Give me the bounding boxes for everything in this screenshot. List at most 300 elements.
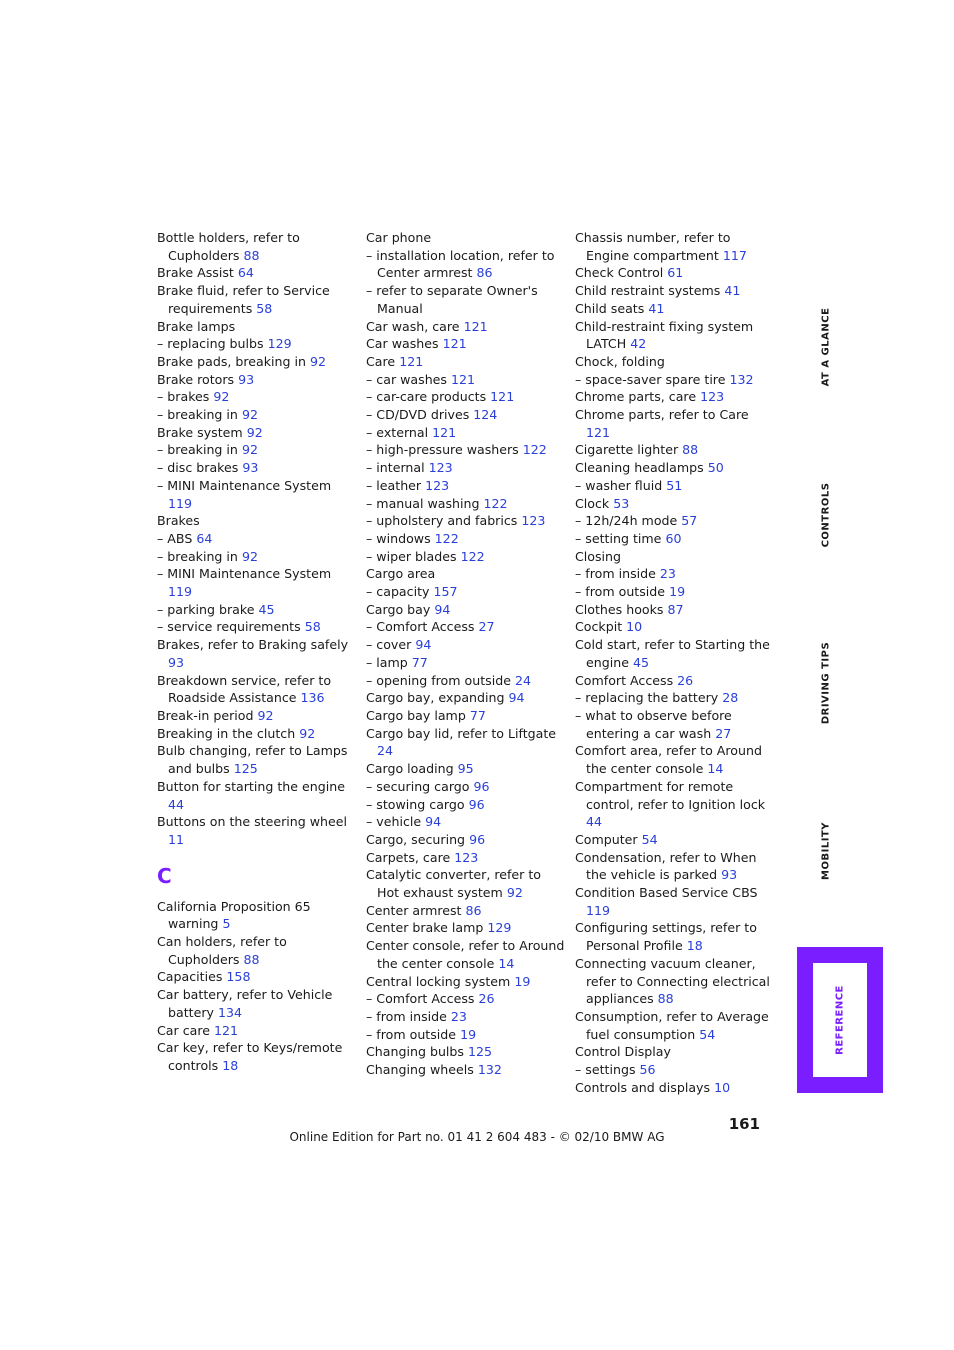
- page-link[interactable]: 132: [477, 1062, 502, 1078]
- side-tab-mobility[interactable]: MOBILITY: [820, 822, 832, 880]
- index-entry: [157, 406, 357, 424]
- index-entry-text: Cargo area: [366, 566, 436, 582]
- page-link[interactable]: 26: [677, 672, 694, 688]
- index-entry-text: – settings: [575, 1062, 636, 1078]
- index-entry-text: Car battery, refer to Vehicle battery: [157, 987, 333, 1020]
- index-entry-text: Brake lamps: [157, 318, 236, 334]
- index-entry: [575, 778, 775, 831]
- index-entry: [157, 986, 357, 1021]
- page-link[interactable]: 122: [434, 530, 459, 546]
- index-entry-text: – disc brakes: [157, 460, 239, 476]
- index-entry-text: Child restraint systems: [575, 283, 721, 299]
- index-entry-text: – lamp: [366, 654, 408, 670]
- index-entry-text: – vehicle: [366, 814, 422, 830]
- page-link[interactable]: 23: [659, 566, 676, 582]
- page-link[interactable]: 121: [214, 1022, 239, 1038]
- page-link[interactable]: 92: [246, 424, 263, 440]
- index-entry-text: – replacing the battery: [575, 690, 719, 706]
- index-entry-text: – Comfort Access: [366, 991, 475, 1007]
- index-entry: [366, 495, 566, 513]
- index-entry-text: Compartment for remote control, refer to Ignition lock: [575, 778, 766, 812]
- index-entry-text: Central locking system: [366, 973, 511, 989]
- page-link[interactable]: 94: [508, 690, 525, 706]
- index-entry: [366, 530, 566, 548]
- page-link[interactable]: 94: [434, 601, 451, 617]
- index-entry-text: – upholstery and fabrics: [366, 513, 518, 529]
- index-entry-text: Can holders, refer to Cupholders: [157, 934, 287, 967]
- page-link[interactable]: 88: [243, 951, 260, 967]
- page-link[interactable]: 51: [666, 477, 683, 493]
- page-link[interactable]: 87: [667, 601, 684, 617]
- index-entry: [157, 353, 357, 371]
- page-link[interactable]: 27: [478, 619, 495, 635]
- index-entry: [575, 477, 775, 495]
- index-entry-text: – manual washing: [366, 495, 480, 511]
- index-entry: [157, 565, 357, 600]
- index-entry: [575, 884, 775, 919]
- index-entry: [157, 441, 357, 459]
- index-entry-text: Comfort Access: [575, 672, 674, 688]
- page-link[interactable]: 92: [241, 548, 258, 564]
- index-entry-text: – breaking in: [157, 442, 238, 458]
- page-link[interactable]: 122: [522, 442, 547, 458]
- page-link[interactable]: 18: [222, 1057, 239, 1073]
- index-entry-text: – leather: [366, 477, 422, 493]
- index-entry: [366, 512, 566, 530]
- page-link[interactable]: 123: [700, 389, 725, 405]
- page-link[interactable]: 92: [213, 389, 230, 405]
- index-entry-text: Car key, refer to Keys/remote controls: [157, 1040, 343, 1073]
- page-link[interactable]: 121: [451, 371, 476, 387]
- index-entry: [575, 371, 775, 389]
- index-entry-text: Consumption, refer to Average fuel consumption: [575, 1008, 769, 1042]
- page-link[interactable]: 77: [469, 707, 486, 723]
- page-link[interactable]: 64: [196, 530, 213, 546]
- index-entry-text: – from outside: [366, 1026, 457, 1042]
- index-entry-text: California Proposition 65 warning: [157, 898, 311, 932]
- page-link[interactable]: 94: [425, 814, 442, 830]
- index-entry-text: – space-saver spare tire: [575, 371, 726, 387]
- index-entry: [366, 866, 566, 901]
- index-entry: [366, 796, 566, 814]
- index-entry-text: Brakes, refer to Braking safely: [157, 637, 349, 653]
- index-entry: [157, 282, 357, 317]
- index-entry: [157, 672, 357, 707]
- index-entry-text: Brake fluid, refer to Service requirements: [157, 283, 330, 316]
- index-entry: [575, 565, 775, 583]
- page-link[interactable]: 23: [450, 1008, 467, 1024]
- index-entry: [366, 548, 566, 566]
- page-link[interactable]: 86: [465, 902, 482, 918]
- index-entry: [575, 1008, 775, 1043]
- page-link[interactable]: 129: [487, 920, 512, 936]
- index-entry-text: Cargo bay lamp: [366, 707, 466, 723]
- page-link[interactable]: 53: [613, 495, 630, 511]
- index-entry: [575, 459, 775, 477]
- page-link[interactable]: 88: [657, 991, 674, 1007]
- index-entry-text: – setting time: [575, 530, 662, 546]
- page-link[interactable]: 121: [399, 353, 424, 369]
- index-entry-text: Capacities: [157, 969, 223, 985]
- page-link[interactable]: 42: [630, 336, 647, 352]
- section-letter: C: [157, 863, 172, 888]
- index-entry-text: Breaking in the clutch: [157, 725, 296, 741]
- page-link[interactable]: 54: [699, 1026, 716, 1042]
- index-entry-text: Breakdown service, refer to Roadside Assistance: [157, 672, 332, 706]
- index-entry-text: – ABS: [157, 530, 193, 546]
- page-link[interactable]: 93: [168, 654, 185, 670]
- index-entry: [157, 601, 357, 619]
- index-entry-text: – stowing cargo: [366, 796, 465, 812]
- page-link[interactable]: 10: [626, 619, 643, 635]
- page-link[interactable]: 96: [468, 796, 485, 812]
- index-entry: [366, 601, 566, 619]
- index-entry-text: – windows: [366, 530, 431, 546]
- index-entry: [366, 831, 566, 849]
- index-entry-text: Chock, folding: [575, 353, 665, 369]
- side-tab-reference-active[interactable]: [797, 947, 883, 1093]
- index-entry: [366, 229, 566, 247]
- index-entry: [575, 318, 775, 353]
- side-tab-at-a-glance[interactable]: AT A GLANCE: [820, 307, 832, 387]
- page-link[interactable]: 19: [669, 584, 686, 600]
- page-link[interactable]: 92: [257, 707, 274, 723]
- page-link[interactable]: 93: [242, 460, 259, 476]
- page-link[interactable]: 26: [478, 991, 495, 1007]
- page-link[interactable]: 56: [639, 1062, 656, 1078]
- index-entry: [157, 898, 357, 933]
- index-entry-text: Chrome parts, care: [575, 389, 697, 405]
- page-link[interactable]: 57: [681, 513, 698, 529]
- page-link[interactable]: 96: [473, 778, 490, 794]
- index-entry-text: – 12h/24h mode: [575, 513, 678, 529]
- index-entry-text: Child seats: [575, 300, 645, 316]
- page-link[interactable]: 88: [682, 442, 699, 458]
- index-entry-text: Care: [366, 353, 396, 369]
- index-entry-text: – securing cargo: [366, 778, 470, 794]
- index-entry-text: – MINI Maintenance System: [157, 477, 332, 493]
- index-entry-text: Button for starting the engine: [157, 778, 345, 794]
- index-entry-text: Brake Assist: [157, 265, 234, 281]
- index-entry-text: Cigarette lighter: [575, 442, 679, 458]
- page-link[interactable]: 122: [460, 548, 485, 564]
- index-entry-text: Car care: [157, 1022, 210, 1038]
- index-entry-text: Car washes: [366, 336, 439, 352]
- index-entry: [157, 707, 357, 725]
- index-entry: [366, 441, 566, 459]
- page-link[interactable]: 24: [377, 743, 394, 759]
- page-link[interactable]: 95: [457, 761, 474, 777]
- index-entry-text: Condensation, refer to When the vehicle is parked: [575, 849, 757, 883]
- index-entry-text: – wiper blades: [366, 548, 457, 564]
- index-entry: [366, 813, 566, 831]
- index-column-3: [575, 229, 775, 1096]
- page-link[interactable]: 60: [665, 530, 682, 546]
- index-entry: [366, 282, 566, 317]
- index-entry-text: Cargo bay lid, refer to Liftgate: [366, 725, 557, 741]
- index-entry-text: Computer: [575, 831, 638, 847]
- index-entry: [575, 530, 775, 548]
- index-entry-text: – installation location, refer to Center armrest: [366, 247, 555, 281]
- index-entry: [157, 968, 357, 986]
- index-entry-text: – cover: [366, 637, 412, 653]
- page-link[interactable]: 93: [238, 371, 255, 387]
- index-entry-text: Brake pads, breaking in: [157, 353, 307, 369]
- side-tab-controls[interactable]: CONTROLS: [820, 482, 832, 548]
- index-entry: [366, 1043, 566, 1061]
- index-entry-text: Center armrest: [366, 902, 462, 918]
- page-link[interactable]: 125: [233, 761, 258, 777]
- index-entry: [366, 459, 566, 477]
- page-link[interactable]: 19: [514, 973, 531, 989]
- page-link[interactable]: 11: [168, 831, 185, 847]
- index-entry: [575, 1079, 775, 1097]
- index-entry-text: – breaking in: [157, 407, 238, 423]
- index-entry-text: Car phone: [366, 230, 432, 245]
- index-entry-text: Clock: [575, 495, 610, 511]
- index-entry: [366, 990, 566, 1008]
- index-entry: [366, 760, 566, 778]
- index-entry: [366, 406, 566, 424]
- index-entry: [575, 672, 775, 690]
- page-link[interactable]: 158: [226, 969, 251, 985]
- index-entry-text: Cargo bay, expanding: [366, 690, 505, 706]
- index-entry: [366, 247, 566, 282]
- index-entry: [366, 335, 566, 353]
- page-link[interactable]: 119: [168, 495, 193, 511]
- page-link[interactable]: 14: [498, 955, 515, 971]
- index-entry: [157, 1039, 357, 1074]
- index-entry-text: Catalytic converter, refer to Hot exhaust system: [366, 867, 541, 901]
- page-link[interactable]: 132: [729, 371, 754, 387]
- index-entry-text: Cleaning headlamps: [575, 460, 704, 476]
- page-link[interactable]: 96: [469, 831, 486, 847]
- index-entry-text: – parking brake: [157, 601, 255, 617]
- page-link[interactable]: 10: [714, 1079, 731, 1095]
- index-entry: [366, 618, 566, 636]
- page-link[interactable]: 28: [722, 690, 739, 706]
- index-entry-text: – washer fluid: [575, 477, 663, 493]
- index-entry-text: – brakes: [157, 389, 210, 405]
- index-entry-text: Center brake lamp: [366, 920, 484, 936]
- page-link[interactable]: 125: [468, 1044, 493, 1060]
- index-entry-text: Connecting vacuum cleaner, refer to Connecting electrical appliances: [575, 955, 770, 1007]
- index-entry-text: Condition Based Service CBS: [575, 885, 758, 901]
- page-link[interactable]: 5: [222, 916, 231, 932]
- index-entry-text: Cargo bay: [366, 601, 431, 617]
- page-link[interactable]: 121: [463, 318, 488, 334]
- index-entry-text: Brake system: [157, 424, 243, 440]
- index-entry-text: Brake rotors: [157, 371, 235, 387]
- page-link[interactable]: 54: [641, 831, 658, 847]
- index-entry: [157, 477, 357, 512]
- index-entry: [575, 353, 775, 371]
- page-link[interactable]: 134: [217, 1004, 243, 1020]
- page-link[interactable]: 94: [415, 637, 432, 653]
- index-entry: [366, 973, 566, 991]
- index-entry-text: – capacity: [366, 584, 430, 600]
- page-link[interactable]: 18: [686, 938, 703, 954]
- index-entry: [575, 264, 775, 282]
- index-entry-text: – Comfort Access: [366, 619, 475, 635]
- index-entry: [366, 1008, 566, 1026]
- page-link[interactable]: 157: [433, 584, 458, 600]
- page-link[interactable]: 44: [586, 814, 603, 830]
- page-link[interactable]: 92: [506, 885, 523, 901]
- reference-tab-inner: [813, 963, 867, 1077]
- index-entry: [366, 583, 566, 601]
- page-link[interactable]: 41: [648, 300, 665, 316]
- page-link[interactable]: 88: [243, 247, 260, 263]
- index-entry-text: Cargo, securing: [366, 831, 466, 847]
- page-link[interactable]: 124: [473, 407, 498, 423]
- index-entry-text: – car-care products: [366, 389, 487, 405]
- index-entry: [157, 778, 357, 813]
- index-entry-text: Controls and displays: [575, 1079, 711, 1095]
- index-entry: [575, 636, 775, 671]
- index-entry: [157, 618, 357, 636]
- page-link[interactable]: 14: [707, 761, 724, 777]
- page-link[interactable]: 119: [168, 584, 193, 600]
- page-link[interactable]: 117: [722, 247, 747, 263]
- index-entry-text: – opening from outside: [366, 672, 511, 688]
- index-entry: [366, 318, 566, 336]
- index-entry-text: Center console, refer to Around the center console: [366, 938, 565, 971]
- index-entry-text: – CD/DVD drives: [366, 407, 470, 423]
- page-link[interactable]: 129: [267, 336, 292, 352]
- index-entry: [157, 548, 357, 566]
- page-link[interactable]: 121: [586, 424, 611, 440]
- index-entry-text: – refer to separate Owner's Manual: [366, 283, 538, 316]
- index-entry-text: Buttons on the steering wheel: [157, 814, 348, 830]
- index-entry: [366, 353, 566, 371]
- page-link[interactable]: 58: [256, 300, 273, 316]
- index-entry: [157, 318, 357, 336]
- page-link[interactable]: 123: [425, 477, 450, 493]
- index-entry: [366, 778, 566, 796]
- page-link[interactable]: 123: [454, 849, 479, 865]
- index-entry: [575, 300, 775, 318]
- index-entry-text: Changing wheels: [366, 1062, 474, 1078]
- page-link[interactable]: 92: [299, 725, 316, 741]
- index-entry: [366, 1061, 566, 1079]
- side-tab-driving-tips[interactable]: DRIVING TIPS: [820, 641, 832, 725]
- index-entry-text: Check Control: [575, 265, 664, 281]
- page-link[interactable]: 27: [715, 725, 732, 741]
- page-link[interactable]: 61: [667, 265, 684, 281]
- page-link[interactable]: 64: [237, 265, 254, 281]
- index-entry: [157, 636, 357, 671]
- page-link[interactable]: 50: [707, 460, 724, 476]
- index-entry: [366, 371, 566, 389]
- index-entry-text: Clothes hooks: [575, 601, 664, 617]
- index-entry-text: Break-in period: [157, 707, 254, 723]
- index-entry-text: Cockpit: [575, 619, 623, 635]
- footer-edition-note: Online Edition for Part no. 01 41 2 604 483 - © 02/10 BMW AG: [289, 1130, 665, 1144]
- index-entry: [366, 654, 566, 672]
- page-link[interactable]: 122: [483, 495, 508, 511]
- index-entry-text: – external: [366, 424, 429, 440]
- index-entry: [575, 1043, 775, 1061]
- index-entry: [575, 1061, 775, 1079]
- page-link[interactable]: 123: [521, 513, 546, 529]
- side-tab-reference-label: REFERENCE: [834, 985, 846, 1055]
- index-entry-text: – MINI Maintenance System: [157, 566, 332, 582]
- index-entry: [157, 459, 357, 477]
- page-link[interactable]: 45: [632, 654, 649, 670]
- index-entry: [575, 707, 775, 742]
- page-link[interactable]: 24: [514, 672, 531, 688]
- page-link[interactable]: 136: [300, 690, 325, 706]
- index-entry-text: Control Display: [575, 1044, 671, 1060]
- page-link[interactable]: 45: [258, 601, 275, 617]
- index-entry-text: – replacing bulbs: [157, 336, 264, 352]
- page-link[interactable]: 119: [586, 902, 611, 918]
- index-entry-text: Closing: [575, 548, 622, 564]
- index-entry: [575, 689, 775, 707]
- page-link[interactable]: 77: [411, 654, 428, 670]
- index-entry-text: Comfort area, refer to Around the center console: [575, 743, 762, 777]
- page-link[interactable]: 44: [168, 796, 185, 812]
- page-link[interactable]: 121: [432, 424, 457, 440]
- page-link[interactable]: 41: [724, 283, 741, 299]
- page-link[interactable]: 121: [442, 336, 467, 352]
- index-entry: [366, 636, 566, 654]
- page-link[interactable]: 121: [490, 389, 515, 405]
- index-entry-text: – from inside: [366, 1008, 447, 1024]
- index-entry: [575, 618, 775, 636]
- index-entry: [575, 282, 775, 300]
- index-entry: [575, 742, 775, 777]
- index-entry: [575, 583, 775, 601]
- index-entry-text: Chrome parts, refer to Care: [575, 407, 749, 423]
- page-link[interactable]: 19: [460, 1026, 477, 1042]
- index-entry: [157, 725, 357, 743]
- index-entry: [575, 831, 775, 849]
- page-link[interactable]: 92: [310, 353, 327, 369]
- index-entry: [575, 388, 775, 406]
- index-entry: [575, 849, 775, 884]
- index-entry: [366, 477, 566, 495]
- index-entry: [575, 441, 775, 459]
- index-entry: [157, 371, 357, 389]
- page-link[interactable]: 92: [241, 407, 258, 423]
- index-entry: [157, 229, 357, 264]
- index-entry: [575, 512, 775, 530]
- page-link[interactable]: 92: [241, 442, 258, 458]
- index-entry-text: Chassis number, refer to Engine compartment: [575, 230, 731, 263]
- index-entry: [157, 530, 357, 548]
- index-entry-text: – internal: [366, 460, 425, 476]
- index-entry-text: – from inside: [575, 566, 656, 582]
- index-entry-text: Bulb changing, refer to Lamps and bulbs: [157, 743, 348, 777]
- index-entry: [157, 933, 357, 968]
- index-entry-text: Cargo loading: [366, 761, 454, 777]
- index-entry: [366, 725, 566, 760]
- index-entry-text: Configuring settings, refer to Personal Profile: [575, 920, 757, 954]
- page-link[interactable]: 58: [304, 619, 321, 635]
- index-entry: [157, 335, 357, 353]
- index-entry: [157, 388, 357, 406]
- index-entry: [366, 919, 566, 937]
- page-link[interactable]: 93: [721, 867, 738, 883]
- index-entry: [575, 406, 775, 441]
- index-column-2: [366, 229, 566, 1079]
- index-entry: [575, 229, 775, 264]
- page-link[interactable]: 123: [428, 460, 453, 476]
- page-link[interactable]: 86: [476, 265, 493, 281]
- index-entry: [366, 849, 566, 867]
